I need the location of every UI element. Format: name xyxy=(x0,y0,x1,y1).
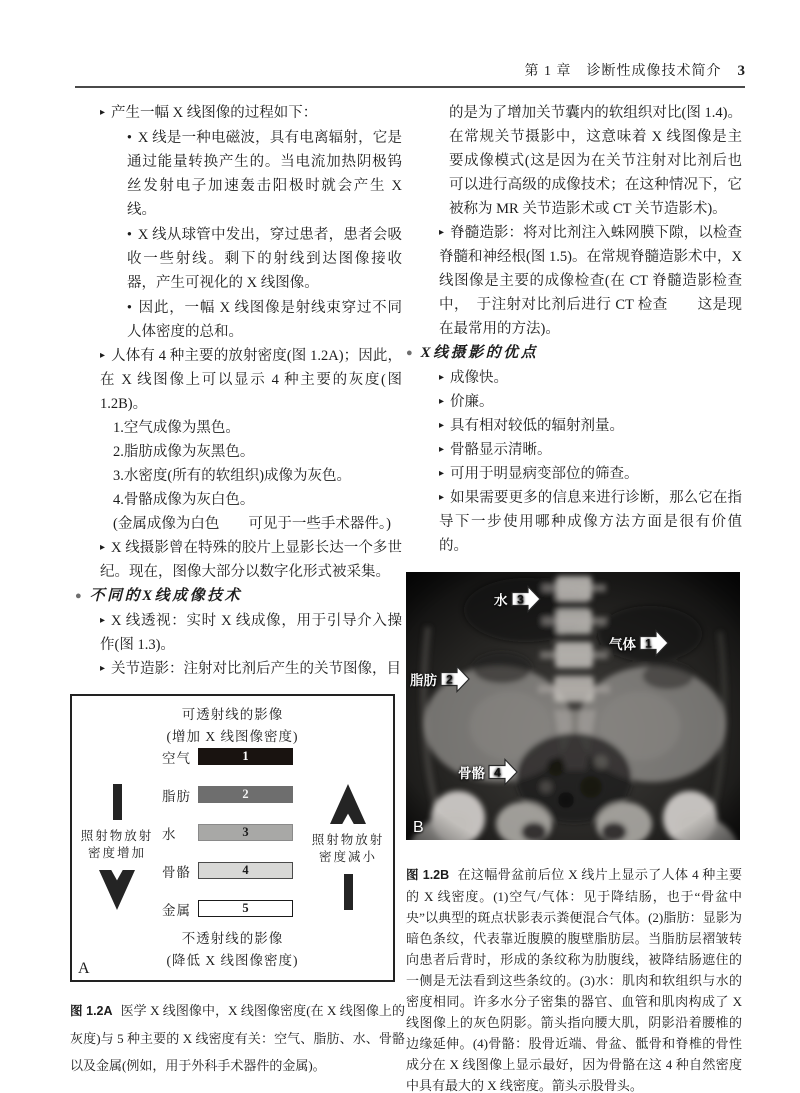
annotation-gas: 气体 1 xyxy=(609,629,669,657)
radiopaque-label: 不透射线的影像 (降低 X 线图像密度) xyxy=(166,931,299,968)
density-row-air: 空气 1 xyxy=(162,748,293,765)
density-row-metal: 金属 5 xyxy=(162,900,293,917)
advantage-item: ▸ 如果需要更多的信息来进行诊断，那么它在指导下一步使用哪种成像方法方面是很有价值的。 xyxy=(439,486,742,558)
arrow-shaft xyxy=(344,874,353,910)
running-head: 第 1 章 诊断性成像技术简介 xyxy=(524,64,722,79)
numbered-line: 4.骨骼成像为灰白色。 xyxy=(113,492,255,508)
svg-text:2: 2 xyxy=(446,672,453,687)
up-arrowhead-icon xyxy=(330,784,366,824)
triangle-bullet-icon: ▸ xyxy=(439,492,445,503)
arthrography-item: ▸ 关节造影：注射对比剂后产生的关节图像，目 xyxy=(100,657,402,681)
svg-text:4: 4 xyxy=(494,765,501,780)
dot-bullet-icon: ● xyxy=(127,132,132,141)
densities-paragraph: ▸ 人体有 4 种主要的放射密度(图 1.2A)；因此，在 X 线图像上可以显示 4 种主要的灰度(图 1.2B)。 xyxy=(100,344,402,416)
panel-letter-A: A xyxy=(78,960,90,977)
list-item: ● 因此，一幅 X 线图像是射线束穿过不同人体密度的总和。 xyxy=(127,295,402,344)
fluoroscopy-item: ▸ X 线透视：实时 X 线成像，用于引导介入操作(图 1.3)。 xyxy=(100,609,402,657)
triangle-bullet-icon: ▸ xyxy=(100,542,106,553)
page-number: 3 xyxy=(737,63,745,79)
triangle-bullet-icon: ▸ xyxy=(439,468,445,479)
svg-text:1: 1 xyxy=(645,636,652,651)
density-row-fat: 脂肪 2 xyxy=(162,786,293,803)
advantage-item: ▸ 成像快。 xyxy=(439,366,742,390)
svg-text:3: 3 xyxy=(516,592,524,607)
section-header-techniques: ● 不同的X线成像技术 xyxy=(75,584,402,609)
triangle-bullet-icon: ▸ xyxy=(439,396,445,407)
triangle-bullet-icon: ▸ xyxy=(439,444,445,455)
down-arrowhead-icon xyxy=(99,870,135,910)
arthrography-continuation: 的是为了增加关节囊内的软组织对比(图 1.4)。在常规关节摄影中，这意味着 X 线图像是主要成像模式(这是因为在关节注射对比剂后也可以进行高级的成像技术；在这种情况下，它被称为 MR 关节造影术或 CT 关节造影术)。 xyxy=(449,105,742,217)
numbered-line: 1.空气成像为黑色。 xyxy=(113,420,240,436)
arrow-label: 照射物放射 密度减小 xyxy=(311,833,385,864)
triangle-bullet-icon: ▸ xyxy=(439,372,445,383)
numbered-line: 3.水密度(所有的软组织)成像为灰色。 xyxy=(113,468,352,484)
section-header-advantages: ● X线摄影的优点 xyxy=(406,341,742,366)
figure-1-2B-xray xyxy=(406,572,740,840)
numbered-line: 2.脂肪成像为灰黑色。 xyxy=(113,444,255,460)
triangle-bullet-icon: ▸ xyxy=(100,107,106,118)
density-row-bone: 骨骼 4 xyxy=(162,862,293,879)
triangle-bullet-icon: ▸ xyxy=(439,227,445,238)
triangle-bullet-icon: ▸ xyxy=(100,615,106,626)
density-row-water: 水 3 xyxy=(162,824,293,841)
density-bars xyxy=(162,748,293,938)
right-arrow-icon xyxy=(488,758,518,786)
section-bullet-icon: ● xyxy=(75,590,82,602)
density-decrease-arrow xyxy=(311,784,385,910)
process-intro: ▸ 产生一幅 X 线图像的过程如下： xyxy=(100,101,402,125)
arrow-label: 照射物放射 密度增加 xyxy=(80,829,154,860)
film-paragraph: ▸ X 线摄影曾在特殊的胶片上显影长达一个多世纪。现在，图像大部分以数字化形式被采集。 xyxy=(100,536,402,584)
advantage-item: ▸ 可用于明显病变部位的筛查。 xyxy=(439,462,742,486)
section-bullet-icon: ● xyxy=(406,347,413,359)
right-arrow-icon xyxy=(639,629,669,657)
left-column xyxy=(70,101,405,1079)
figure-1-2A-diagram xyxy=(70,694,395,982)
dot-bullet-icon: ● xyxy=(127,229,132,238)
right-arrow-icon xyxy=(440,665,470,693)
advantage-item: ▸ 骨骼显示清晰。 xyxy=(439,438,742,462)
pelvis-xray-image xyxy=(406,572,740,840)
radiolucent-label: 可透射线的影像 (增加 X 线图像密度) xyxy=(166,707,299,744)
right-column xyxy=(406,101,742,1093)
triangle-bullet-icon: ▸ xyxy=(100,663,106,674)
annotation-bone: 骨骼 4 xyxy=(458,758,518,786)
figure-1-2B-caption: 图 1.2B 在这幅骨盆前后位 X 线片上显示了人体 4 种主要的 X 线密度。(1)空气/气体：见于降结肠，也于“骨盆中央”以典型的斑点状影表示粪便混合气体。(2)脂肪：显影为暗色条纹，代表靠近腹膜的腹壁脂肪层。当脂肪层褶皱转向患者后背时，形成的条纹称为肋腹线，被降结肠遮住的一侧是无法看到这些条纹的。(3)水：肌肉和软组织与水的密度相同。许多水分子密集的器官、血管和肌肉构成了 X 线图像上的灰色阴影。箭头指向腰大肌，阴影沿着腰椎的边缘延伸。(4)骨骼：股骨近端、骨盆、骶骨和脊椎的骨性成分在 X 线图像上显示最好，因为骨骼在这 4 种自然密度中具有最大的 X 线密度。箭头示股骨头。 xyxy=(406,867,742,1093)
arrow-shaft xyxy=(113,784,122,820)
right-arrow-icon xyxy=(511,585,541,613)
density-increase-arrow xyxy=(80,784,154,910)
myelography-item: ▸ 脊髓造影：将对比剂注入蛛网膜下隙，以检查脊髓和神经根(图 1.5)。在常规脊髓造影术中，X 线图像是主要的成像检查(在 CT 脊髓造影检查中， 于注射对比剂后进行 CT 检查 这是现在最常用的方法)。 xyxy=(439,221,742,341)
annotation-fat: 脂肪 2 xyxy=(410,665,470,693)
panel-letter-B: B xyxy=(413,819,424,836)
triangle-bullet-icon: ▸ xyxy=(439,420,445,431)
advantage-item: ▸ 具有相对较低的辐射剂量。 xyxy=(439,414,742,438)
header-rule xyxy=(75,86,745,88)
figure-1-2A-caption: 图 1.2A 医学 X 线图像中，X 线图像密度(在 X 线图像上的灰度)与 5 种主要的 X 线密度有关：空气、脂肪、水、骨骼以及金属(例如，用于外科手术器件的金属)。 xyxy=(70,1003,405,1073)
advantage-item: ▸ 价廉。 xyxy=(439,390,742,414)
page-header xyxy=(75,60,745,80)
list-item: ● X 线是一种电磁波，具有电离辐射，它是通过能量转换产生的。当电流加热阴极钨丝发射电子加速轰击阳极时就会产生 X 线。 xyxy=(127,125,402,222)
triangle-bullet-icon: ▸ xyxy=(100,350,106,361)
dot-bullet-icon: ● xyxy=(127,302,132,311)
annotation-water: 水 3 xyxy=(494,585,541,613)
metal-note: (金属成像为白色 可见于一些手术器件。) xyxy=(113,516,391,532)
list-item: ● X 线从球管中发出，穿过患者，患者会吸收一些射线。剩下的射线到达图像接收器，产生可视化的 X 线图像。 xyxy=(127,222,402,295)
